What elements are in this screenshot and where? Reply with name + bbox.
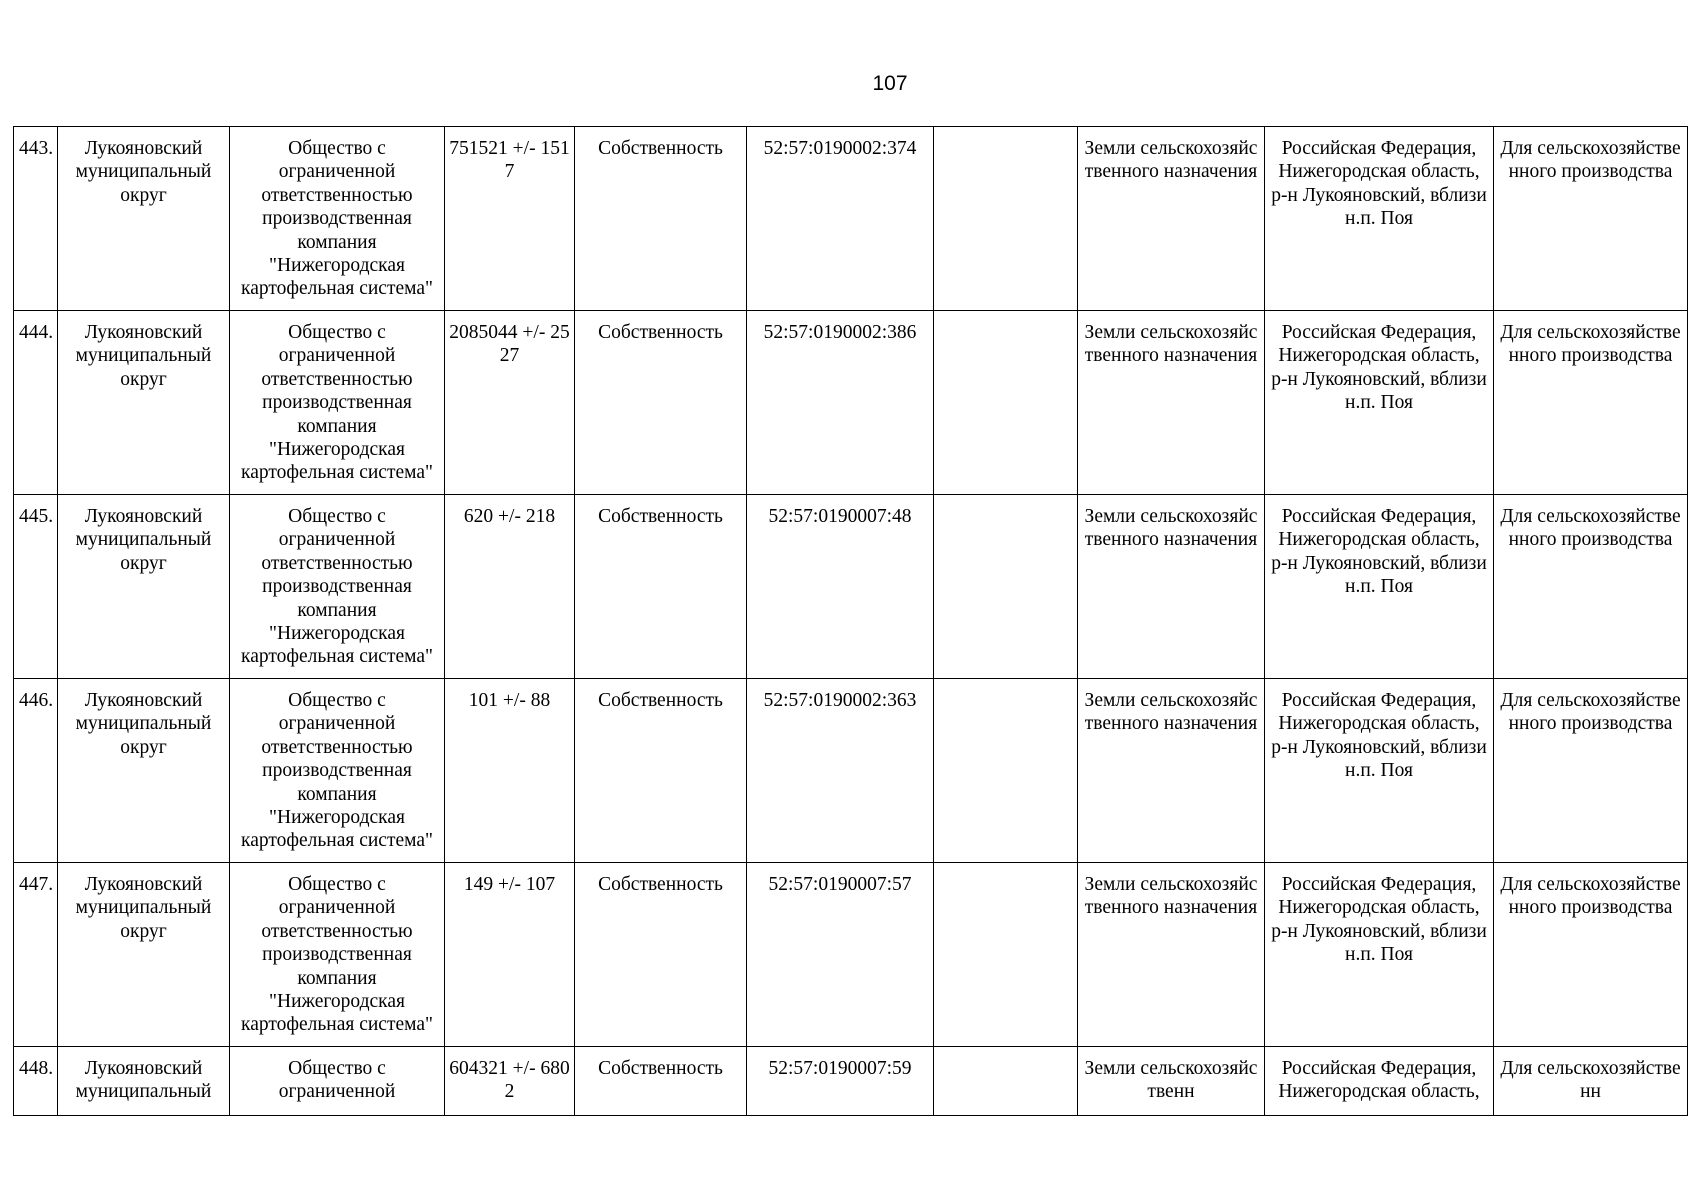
owner-cell: Общество с ограниченной ответственностью производственная компания "Нижегородская картофельная система" — [230, 495, 445, 679]
row-number-cell: 447. — [14, 863, 58, 1047]
table-row — [14, 863, 1688, 1047]
right-type-cell: Собственность — [575, 863, 747, 1047]
right-type-cell: Собственность — [575, 679, 747, 863]
address-cell: Российская Федерация, Нижегородская область, р-н Лукояновский, вблизи н.п. Поя — [1265, 495, 1494, 679]
cadastral-number-cell: 52:57:0190002:386 — [747, 311, 934, 495]
address-cell: Российская Федерация, Нижегородская область, р-н Лукояновский, вблизи н.п. Поя — [1265, 863, 1494, 1047]
cadastral-number-cell: 52:57:0190007:57 — [747, 863, 934, 1047]
cadastral-number-cell: 52:57:0190007:59 — [747, 1047, 934, 1116]
land-category-cell: Земли сельскохозяйственного назначения — [1078, 495, 1265, 679]
municipality-cell: Лукояновский муниципальный округ — [58, 311, 230, 495]
address-cell: Российская Федерация, Нижегородская область, р-н Лукояновский, вблизи н.п. Поя — [1265, 127, 1494, 311]
area-cell: 101 +/- 88 — [445, 679, 575, 863]
land-category-cell: Земли сельскохозяйственного назначения — [1078, 311, 1265, 495]
owner-cell: Общество с ограниченной — [230, 1047, 445, 1116]
address-cell: Российская Федерация, Нижегородская область, р-н Лукояновский, вблизи н.п. Поя — [1265, 311, 1494, 495]
land-category-cell: Земли сельскохозяйственного назначения — [1078, 127, 1265, 311]
area-cell: 604321 +/- 6802 — [445, 1047, 575, 1116]
land-category-cell: Земли сельскохозяйственного назначения — [1078, 679, 1265, 863]
cadastral-number-cell: 52:57:0190002:374 — [747, 127, 934, 311]
row-number-cell: 448. — [14, 1047, 58, 1116]
owner-cell: Общество с ограниченной ответственностью производственная компания "Нижегородская картофельная система" — [230, 311, 445, 495]
land-category-cell: Земли сельскохозяйственн — [1078, 1047, 1265, 1116]
row-number-cell: 443. — [14, 127, 58, 311]
row-number-cell: 446. — [14, 679, 58, 863]
cadastral-number-cell: 52:57:0190002:363 — [747, 679, 934, 863]
permitted-use-cell: Для сельскохозяйственн — [1494, 1047, 1688, 1116]
owner-cell: Общество с ограниченной ответственностью производственная компания "Нижегородская картофельная система" — [230, 863, 445, 1047]
encumbrance-cell — [934, 863, 1078, 1047]
permitted-use-cell: Для сельскохозяйственного производства — [1494, 863, 1688, 1047]
encumbrance-cell — [934, 495, 1078, 679]
table-row — [14, 495, 1688, 679]
area-cell: 149 +/- 107 — [445, 863, 575, 1047]
right-type-cell: Собственность — [575, 495, 747, 679]
land-plots-table — [13, 126, 1688, 1116]
table-row — [14, 1047, 1688, 1116]
address-cell: Российская Федерация, Нижегородская область, р-н Лукояновский, вблизи н.п. Поя — [1265, 679, 1494, 863]
encumbrance-cell — [934, 679, 1078, 863]
municipality-cell: Лукояновский муниципальный округ — [58, 495, 230, 679]
page-number: 107 — [872, 72, 908, 95]
land-category-cell: Земли сельскохозяйственного назначения — [1078, 863, 1265, 1047]
municipality-cell: Лукояновский муниципальный округ — [58, 127, 230, 311]
area-cell: 2085044 +/- 2527 — [445, 311, 575, 495]
cadastral-number-cell: 52:57:0190007:48 — [747, 495, 934, 679]
owner-cell: Общество с ограниченной ответственностью производственная компания "Нижегородская картофельная система" — [230, 127, 445, 311]
right-type-cell: Собственность — [575, 1047, 747, 1116]
table-row — [14, 311, 1688, 495]
permitted-use-cell: Для сельскохозяйственного производства — [1494, 127, 1688, 311]
area-cell: 751521 +/- 1517 — [445, 127, 575, 311]
right-type-cell: Собственность — [575, 311, 747, 495]
municipality-cell: Лукояновский муниципальный — [58, 1047, 230, 1116]
municipality-cell: Лукояновский муниципальный округ — [58, 863, 230, 1047]
permitted-use-cell: Для сельскохозяйственного производства — [1494, 495, 1688, 679]
address-cell: Российская Федерация, Нижегородская область, — [1265, 1047, 1494, 1116]
owner-cell: Общество с ограниченной ответственностью производственная компания "Нижегородская картофельная система" — [230, 679, 445, 863]
row-number-cell: 445. — [14, 495, 58, 679]
table-row — [14, 679, 1688, 863]
encumbrance-cell — [934, 311, 1078, 495]
permitted-use-cell: Для сельскохозяйственного производства — [1494, 679, 1688, 863]
table-row — [14, 127, 1688, 311]
right-type-cell: Собственность — [575, 127, 747, 311]
encumbrance-cell — [934, 1047, 1078, 1116]
municipality-cell: Лукояновский муниципальный округ — [58, 679, 230, 863]
row-number-cell: 444. — [14, 311, 58, 495]
encumbrance-cell — [934, 127, 1078, 311]
area-cell: 620 +/- 218 — [445, 495, 575, 679]
permitted-use-cell: Для сельскохозяйственного производства — [1494, 311, 1688, 495]
